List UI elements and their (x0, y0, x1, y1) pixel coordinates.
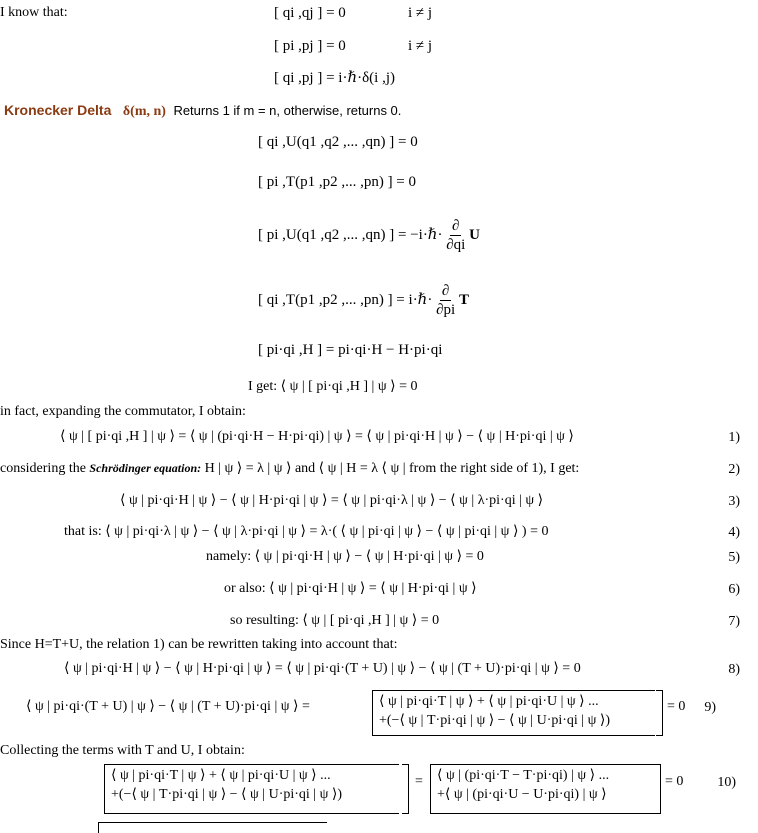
next-equation-bracket-partial (98, 822, 327, 833)
equation-number-5: 5) (728, 550, 740, 565)
intro-text: I know that: (0, 5, 68, 20)
equation-10-right-row-2: +⟨ ψ | (pi·qi·U − U·pi·qi) | ψ ⟩ (437, 786, 607, 802)
equation-10-left-bracket (104, 764, 399, 814)
relation-p-U-lhs: [ pi ,U(q1 ,q2 ,... ,qn) ] = −i·ℏ· (258, 227, 443, 244)
relation-q-T-lhs: [ qi ,T(p1 ,p2 ,... ,pn) ] = i·ℏ· (258, 292, 433, 309)
equation-number-6: 6) (728, 582, 740, 597)
commutator-qq: [ qi ,qj ] = 0 (274, 5, 346, 21)
equation-5: namely: ⟨ ψ | pi·qi·H | ψ ⟩ − ⟨ ψ | H·pi·qi | ψ ⟩ = 0 (206, 549, 484, 564)
partial-q-fraction (446, 218, 465, 254)
commutator-pp: [ pi ,pj ] = 0 (274, 38, 346, 54)
equation-1: ⟨ ψ | [ pi·qi ,H ] | ψ ⟩ = ⟨ ψ | (pi·qi·H − H·pi·qi) | ψ ⟩ = ⟨ ψ | pi·qi·H | ψ ⟩ − ⟨ ψ | H·pi·qi | ψ ⟩ (60, 429, 574, 444)
equation-number-10: 10) (717, 775, 736, 790)
equation-number-2: 2) (728, 462, 740, 477)
relation-p-T: [ pi ,T(p1 ,p2 ,... ,pn) ] = 0 (258, 174, 417, 190)
equation-4: that is: ⟨ ψ | pi·qi·λ | ψ ⟩ − ⟨ ψ | λ·pi·qi | ψ ⟩ = λ·( ⟨ ψ | pi·qi | ψ ⟩ − ⟨ ψ | pi·qi | ψ ⟩ ) = 0 (64, 524, 549, 539)
partial-q-num: ∂ (452, 218, 460, 234)
equation-number-3: 3) (728, 494, 740, 509)
equation-7: so resulting: ⟨ ψ | [ pi·qi ,H ] | ψ ⟩ = 0 (230, 613, 440, 628)
equation-9-lhs: ⟨ ψ | pi·qi·(T + U) | ψ ⟩ − ⟨ ψ | (T + U)·pi·qi | ψ ⟩ = (26, 699, 310, 714)
equation-10-right-bracket-right (654, 764, 661, 814)
equation-3: ⟨ ψ | pi·qi·H | ψ ⟩ − ⟨ ψ | H·pi·qi | ψ ⟩ = ⟨ ψ | pi·qi·λ | ψ ⟩ − ⟨ ψ | λ·pi·qi | ψ ⟩ (120, 493, 544, 508)
relation-q-T (258, 283, 469, 319)
relation-q-T-operator: T (458, 292, 469, 309)
kronecker-symbol: δ(m, n) (122, 104, 166, 119)
considering-line (0, 462, 579, 477)
partial-p-fraction (436, 283, 455, 319)
equation-9-rhs: = 0 (667, 699, 686, 714)
considering-pre: considering the (0, 461, 90, 476)
equation-10-rhs: = 0 (665, 774, 684, 789)
relation-p-U-operator: U (469, 227, 480, 244)
equation-8: ⟨ ψ | pi·qi·H | ψ ⟩ − ⟨ ψ | H·pi·qi | ψ ⟩ = ⟨ ψ | pi·qi·(T + U) | ψ ⟩ − ⟨ ψ | (T + U)·pi·qi | ψ ⟩ = 0 (64, 661, 581, 676)
considering-rest: H | ψ ⟩ = λ | ψ ⟩ and ⟨ ψ | H = λ ⟨ ψ | from the right side of 1), I get: (204, 461, 580, 476)
equation-9-row-1: ⟨ ψ | pi·qi·T | ψ ⟩ + ⟨ ψ | pi·qi·U | ψ ⟩ ... (379, 694, 599, 709)
in-fact-text: in fact, expanding the commutator, I obtain: (0, 404, 246, 419)
equation-number-4: 4) (728, 525, 740, 540)
equation-10-right-row-1: ⟨ ψ | (pi·qi·T − T·pi·qi) | ψ ⟩ ... (437, 768, 610, 783)
condition-pp: i ≠ j (408, 38, 433, 54)
partial-p-num: ∂ (441, 283, 450, 299)
equation-10-left-row-1: ⟨ ψ | pi·qi·T | ψ ⟩ + ⟨ ψ | pi·qi·U | ψ ⟩ ... (111, 768, 331, 783)
equation-10-equals: = (415, 774, 423, 789)
equation-10-left-bracket-right (402, 764, 409, 814)
kronecker-label: Kronecker Delta (4, 102, 112, 118)
relation-pq-H: [ pi·qi ,H ] = pi·qi·H − H·pi·qi (258, 342, 443, 358)
equation-9-bracket (372, 690, 655, 736)
since-text: Since H=T+U, the relation 1) can be rewritten taking into account that: (0, 637, 398, 652)
partial-q-den: ∂qi (446, 236, 466, 253)
i-get-line: I get: ⟨ ψ | [ pi·qi ,H ] | ψ ⟩ = 0 (248, 379, 418, 394)
collecting-text: Collecting the terms with T and U, I obtain: (0, 743, 245, 758)
relation-p-U (258, 218, 480, 254)
equation-number-9: 9) (704, 700, 716, 715)
condition-qq: i ≠ j (408, 5, 433, 21)
relation-q-U: [ qi ,U(q1 ,q2 ,... ,qn) ] = 0 (258, 134, 418, 150)
kronecker-line (4, 103, 401, 120)
equation-6: or also: ⟨ ψ | pi·qi·H | ψ ⟩ = ⟨ ψ | H·pi·qi | ψ ⟩ (224, 581, 477, 596)
equation-9-row-2: +(−⟨ ψ | T·pi·qi | ψ ⟩ − ⟨ ψ | U·pi·qi | ψ ⟩) (379, 712, 610, 728)
equation-number-1: 1) (728, 430, 740, 445)
equation-9-bracket-right (656, 690, 663, 736)
equation-number-7: 7) (728, 614, 740, 629)
commutator-qp: [ qi ,pj ] = i·ℏ·δ(i ,j) (274, 70, 395, 86)
schrodinger-label: Schrödinger equation: (89, 461, 202, 475)
equation-10-right-bracket (430, 764, 659, 814)
equation-10-left-row-2: +(−⟨ ψ | T·pi·qi | ψ ⟩ − ⟨ ψ | U·pi·qi | ψ ⟩) (111, 786, 342, 802)
partial-p-den: ∂pi (436, 301, 456, 318)
kronecker-description: Returns 1 if m = n, otherwise, returns 0. (173, 103, 402, 118)
equation-number-8: 8) (728, 662, 740, 677)
